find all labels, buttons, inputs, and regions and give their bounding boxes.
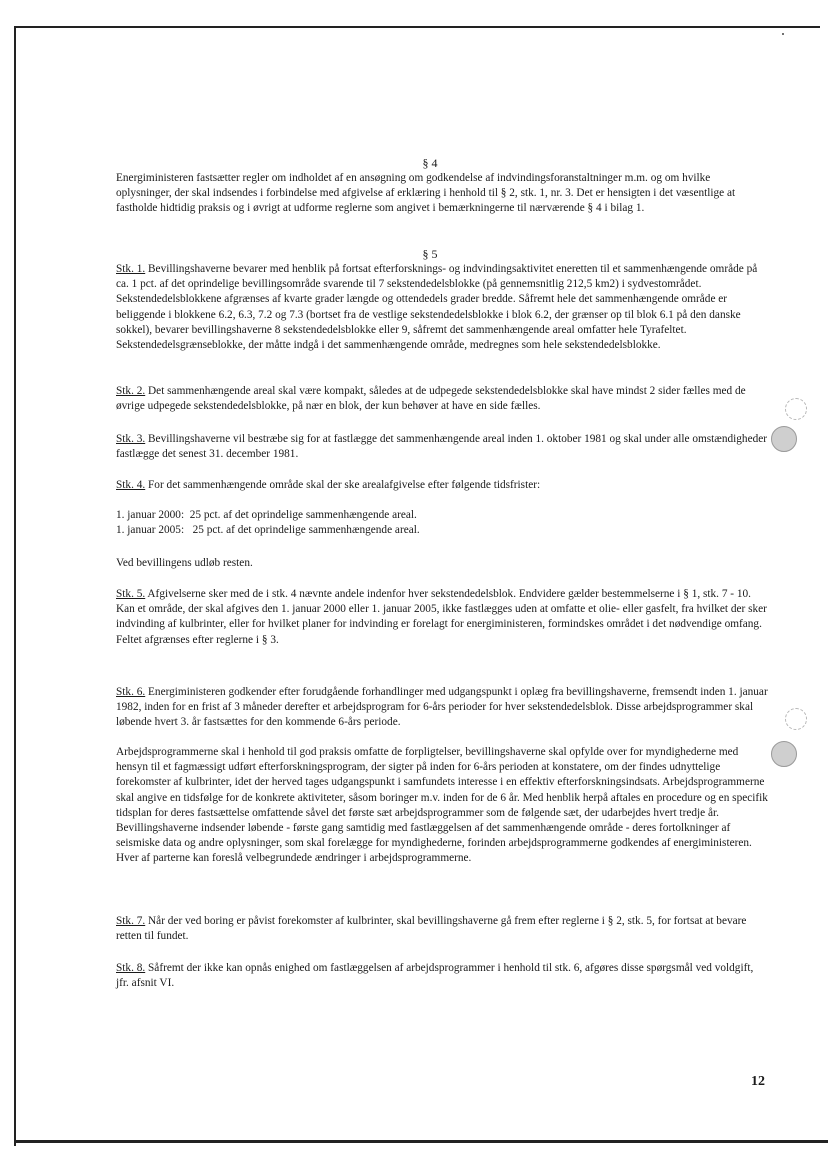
stk-3-label: Stk. 3. (116, 433, 146, 445)
stk-5-text: Afgivelserne sker med de i stk. 4 nævnte andele indenfor hver sekstendedelsblok. Endvidere gælder bestemmelserne i § 1, stk. 7 - 10. Kan et område, der skal afgives den 1. januar 2000 eller 1. januar 2005, ikke fastlægges uden at omfatte et olie- eller gasfelt, fra hvilket der sker indvinding af kulbrinter, eller for hvilket planer for indvinding er forelagt for energiministeren, formindskes området i det nødvendige omfang. Feltet afgrænses efter reglerne i § 3. (116, 588, 767, 646)
section-4-paragraph: Energiministeren fastsætter regler om indholdet af en ansøgning om godkendelse af indvindingsforanstaltninger m.m. og om hvilke oplysninger, der skal indsendes i forbindelse med afgivelse af erklæring i henhold til § 2, stk. 1, nr. 3. Det er hensigten i det væsentlige at fastholde hidtidig praksis og i øvrigt at udforme reglerne som angivet i bemærkningerne til nærværende § 4 i bilag 1. (116, 172, 736, 215)
stk-3-paragraph (116, 432, 768, 462)
punch-hole-ghost (785, 708, 807, 730)
schedule-date: 1. januar 2000: (116, 509, 185, 521)
section-5-heading: § 5 (422, 247, 438, 261)
stk-2-label: Stk. 2. (116, 385, 146, 397)
stk-7-text: Når der ved boring er påvist forekomster af kulbrinter, skal bevillingshaverne gå frem efter reglerne i § 2, stk. 5, for fortsat at bevare retten til fundet. (116, 915, 747, 943)
stk-4-label: Stk. 4. (116, 479, 146, 491)
stk-2-paragraph (116, 384, 768, 414)
stk-1-paragraph (116, 262, 768, 353)
stk-7-label: Stk. 7. (116, 915, 146, 927)
stk-8-text: Såfremt der ikke kan opnås enighed om fastlæggelsen af arbejdsprogrammer i henhold til stk. 6, afgøres disse spørgsmål ved voldgift, jfr. afsnit VI. (116, 962, 754, 990)
stk-4-text: For det sammenhængende område skal der ske arealafgivelse efter følgende tidsfrister: (145, 479, 541, 491)
punch-hole-mark (771, 741, 797, 767)
stk-5-paragraph (116, 587, 768, 648)
stk-6-paragraph (116, 685, 768, 731)
scan-speck (782, 33, 784, 35)
stk-3-text: Bevillingshaverne vil bestræbe sig for at fastlægge det sammenhængende areal inden 1. oktober 1981 og skal under alle omstændigheder fastlægge det senest 31. december 1981. (116, 433, 768, 461)
remainder-paragraph: Ved bevillingens udløb resten. (116, 557, 253, 569)
punch-hole-mark (771, 426, 797, 452)
stk-1-label: Stk. 1. (116, 263, 146, 275)
page-number: 12 (751, 1074, 765, 1089)
stk-8-label: Stk. 8. (116, 962, 146, 974)
schedule-text: 25 pct. af det oprindelige sammenhængende areal. (189, 509, 417, 521)
stk-4-paragraph (116, 478, 768, 493)
stk-5-label: Stk. 5. (116, 588, 146, 600)
scan-border-bottom (14, 1140, 828, 1143)
stk-6-label: Stk. 6. (116, 686, 146, 698)
stk-8-paragraph (116, 961, 768, 991)
stk-7-paragraph (116, 914, 768, 944)
schedule-row (116, 523, 768, 538)
section-4-heading: § 4 (422, 156, 438, 170)
stk-6-continuation-paragraph: Arbejdsprogrammerne skal i henhold til god praksis omfatte de forpligtelser, bevillingshaverne skal opfylde over for myndighederne med hensyn til et fagmæssigt udført efterforskningsprogram, der sigter på inden for 6-års perioden at konstatere, om der findes udnyttelige forekomster af kulbrinter, idet der herved tages udgangspunkt i samfundets interesse i en effektiv efterforskningsindsats. Arbejdsprogrammerne skal angive en tidsfølge for de konkrete aktiviteter, såsom boringer m.v. inden for de 6 år. Med henblik herpå aftales en procedure og en specifik tidsplan for deres fastsættelse omfattende såvel det første sæt arbejdsprogrammer som de følgende sæt, der udarbejdes hvert tredje år. Bevillingshaverne indsender løbende - første gang samtidig med fastlæggelsen af det sammenhængende område - deres fortolkninger af seismiske data og andre oplysninger, som skal forelægge for myndighederne, forinden arbejdsprogrammerne godkendes af energiministeren. Hver af parterne kan foreslå velbegrundede ændringer i arbejdsprogrammerne. (116, 746, 768, 865)
stk-1-text: Bevillingshaverne bevarer med henblik på fortsat efterforsknings- og indvindingsaktivitet eneretten til et sammenhængende område på ca. 1 pct. af det oprindelige bevillingsområde svarende til 7 sekstendedelsblokke (på gennemsnitlig 212,5 km2) i sydvestområdet. Sekstendedelsblokkene afgrænses af kvarte grader længde og ottendedels grader bredde. Såfremt hele det sammenhængende område er beliggende i blokkene 6.2, 6.3, 7.2 og 7.3 (bortset fra de vestlige sekstendedelsblokke i blok 6.2, der grænser op til blok 6.1 på den danske sokkel), bevarer bevillingshaverne 8 sekstendedelsblokke eller 9, såfremt det sammenhængende areal omfatter hele Tyrafeltet. Sekstendedelsgrænseblokke, der måtte indgå i det sammenhængende område, medregnes som hele sekstendedelsblokke. (116, 263, 758, 352)
schedule-date: 1. januar 2005: (116, 524, 185, 536)
stk-2-text: Det sammenhængende areal skal være kompakt, således at de udpegede sekstendedelsblokke skal have mindst 2 sider fælles med de øvrige udpegede sekstendedelsblokke, på nær en blok, der kun behøver at have en side fælles. (116, 385, 746, 413)
punch-hole-ghost (785, 398, 807, 420)
scan-border-top (14, 26, 820, 28)
schedule-text: 25 pct. af det oprindelige sammenhængende areal. (192, 524, 420, 536)
scan-border-left (14, 26, 16, 1146)
schedule-row (116, 508, 768, 523)
stk-6-text: Energiministeren godkender efter forudgående forhandlinger med udgangspunkt i oplæg fra bevillingshaverne, fremsendt inden 1. januar 1982, inden for en frist af 3 måneder derefter et arbejdsprogram for 6-års perioder for hver sekstendedelsblok. Disse arbejdsprogrammer skal løbende hvert 3. år fastsættes for den kommende 6-års periode. (116, 686, 768, 729)
